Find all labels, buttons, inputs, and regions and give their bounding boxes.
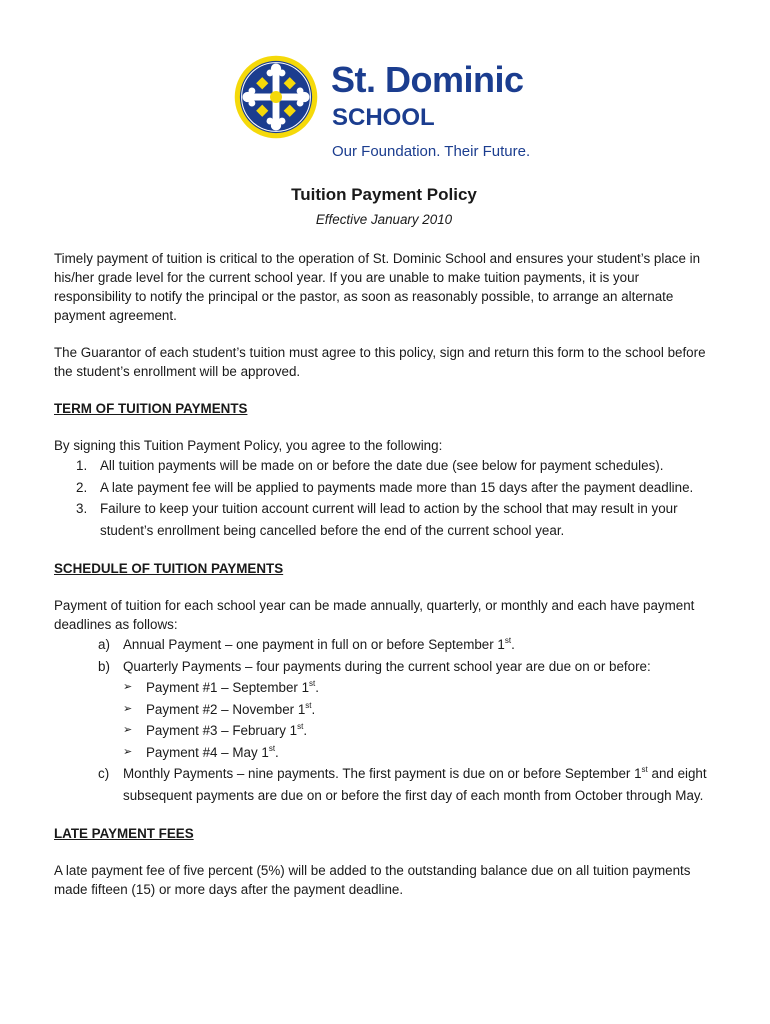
school-type: SCHOOL [332,104,435,131]
policy-body [54,184,714,899]
list-item-text: All tuition payments will be made on or before the date due (see below for payment schedules). [100,458,664,473]
list-marker: 1. [76,458,88,473]
school-name: St. Dominic [331,59,524,100]
payment-text: Payment #4 – May 1 [146,744,269,760]
option-monthly [54,763,714,806]
section-intro-schedule: Payment of tuition for each school year can be made annually, quarterly, or monthly and each have payment deadlines as follows: [54,598,695,632]
quarterly-payments-list [123,677,714,763]
list-item [54,477,714,499]
punctuation: . [303,723,308,738]
list-item [123,677,714,699]
punctuation: . [311,701,316,717]
section-heading-schedule: SCHEDULE OF TUITION PAYMENTS [54,561,284,576]
list-item-text: Failure to keep your tuition account current will lead to action by the school that may result in your student’s enrollment being cancelled before the end of the current school year. [100,501,678,538]
ordinal-suffix: st [641,765,648,774]
payment-options-list [54,634,714,806]
section-intro-term: By signing this Tuition Payment Policy, you agree to the following: [54,438,443,453]
punctuation: . [275,744,279,760]
list-marker: c) [98,766,110,781]
arrow-bullet-icon: ➢ [123,702,133,715]
list-item [123,699,714,721]
arrow-bullet-icon: ➢ [123,724,133,736]
late-fee-paragraph: A late payment fee of five percent (5%) will be added to the outstanding balance due on all tuition payments made fifteen (15) or more days after the payment deadline. [54,863,691,897]
payment-text: Payment #1 – September 1 [146,680,310,695]
list-item [54,498,714,541]
effective-date: Effective January 2010 [315,212,453,227]
term-list [54,455,714,541]
list-item [54,455,714,477]
option-text: Annual Payment – one payment in full on or before September 1 [123,637,505,652]
list-item [123,742,714,764]
intro-paragraph: Timely payment of tuition is critical to the operation of St. Dominic School and ensures your student’s place in his/her grade level for the current school year. If you are unable to make tuition payments, it is your responsibility to notify the principal or the pastor, as soon as reasonably possible, to arrange an alternate payment agreement. [54,251,701,323]
list-marker: a) [98,637,110,652]
list-marker: b) [98,658,110,674]
option-text-continued: and eight subsequent payments are due on or before the first day of each month from October through May. [123,766,707,803]
ordinal-suffix: st [504,636,512,645]
payment-text: Payment #3 – February 1 [146,723,298,738]
arrow-bullet-icon: ➢ [123,745,133,758]
option-quarterly [54,656,714,764]
list-item-text: A late payment fee will be applied to payments made more than 15 days after the payment deadline. [100,479,694,495]
list-item [123,720,714,742]
list-marker: 2. [76,479,88,495]
option-text: Quarterly Payments – four payments during the current school year are due on or before: [123,658,651,674]
option-annual [54,634,714,656]
list-marker: 3. [76,501,88,516]
ordinal-suffix: st [268,743,276,753]
ordinal-suffix: st [309,679,316,688]
school-tagline: Our Foundation. Their Future. [332,143,531,160]
punctuation: . [511,637,515,652]
arrow-bullet-icon: ➢ [123,681,133,693]
page-title: Tuition Payment Policy [291,185,477,204]
punctuation: . [315,680,319,695]
guarantor-paragraph: The Guarantor of each student’s tuition must agree to this policy, sign and return this form to the school before the student’s enrollment will be approved. [54,345,706,379]
school-crest-logo [233,54,319,140]
section-heading-late-fees: LATE PAYMENT FEES [54,826,194,841]
payment-text: Payment #2 – November 1 [146,701,306,717]
ordinal-suffix: st [297,722,304,731]
ordinal-suffix: st [305,700,312,710]
option-text: Monthly Payments – nine payments. The first payment is due on or before September 1 [123,766,642,781]
section-heading-term: TERM OF TUITION PAYMENTS [54,401,248,416]
